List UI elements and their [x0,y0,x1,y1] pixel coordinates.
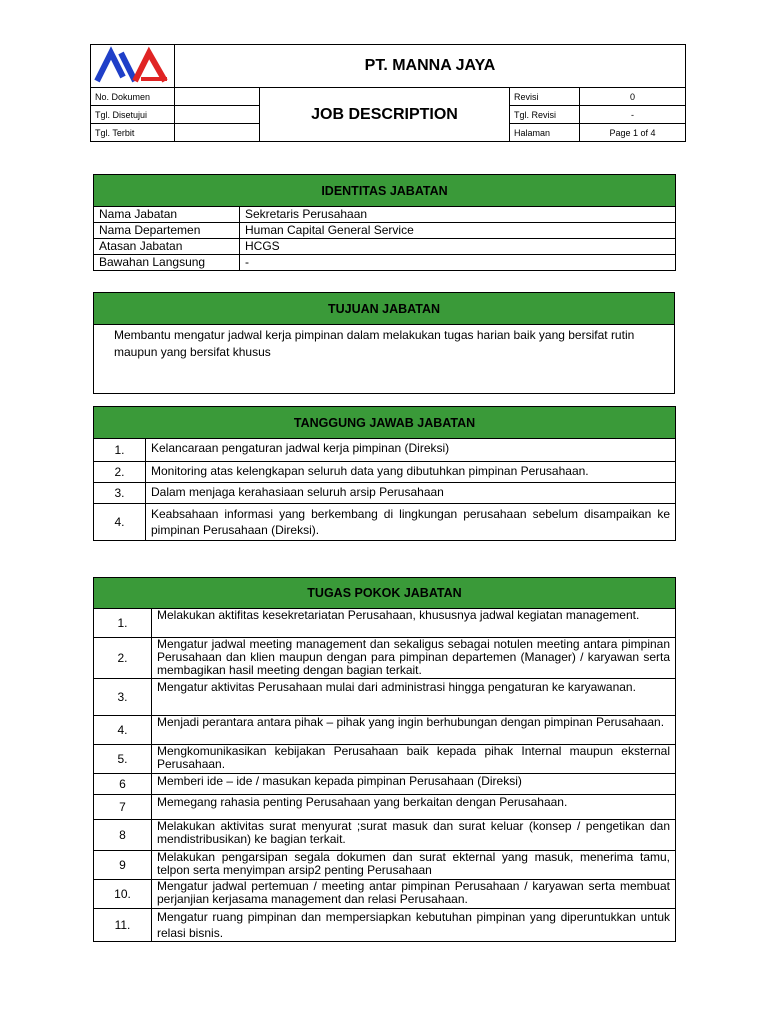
item-text: Mengatur aktivitas Perusahaan mulai dari administrasi hingga pengaturan ke karyawanan. [152,679,676,716]
item-text: Mengatur jadwal meeting management dan sekaligus sebagai notulen meeting antara pimpinan Perusahaan dan klien maupun dengan para pimpinan departemen (Manager) / karyawan serta membagikan hasil meeting dengan bagian terkait. [152,638,676,679]
table-row [94,820,676,851]
table-row [94,609,676,638]
tujuan-jabatan-text: Membantu mengatur jadwal kerja pimpinan dalam melakukan tugas harian baik yang bersifat rutin maupun yang bersifat khusus [94,325,675,394]
item-text: Monitoring atas kelengkapan seluruh data yang dibutuhkan pimpinan Perusahaan. [146,462,676,483]
table-row [94,679,676,716]
atasan-jabatan-label: Atasan Jabatan [94,239,240,255]
table-row [94,638,676,679]
revisi-label: Revisi [510,88,580,106]
document-title: JOB DESCRIPTION [260,88,510,142]
bawahan-langsung-value: - [240,255,676,271]
item-number: 3. [94,679,152,716]
bawahan-langsung-label: Bawahan Langsung [94,255,240,271]
no-dokumen-value [175,88,260,106]
item-number: 3. [94,483,146,504]
revisi-value: 0 [580,88,686,106]
tgl-disetujui-value [175,106,260,124]
table-row [94,745,676,774]
item-text: Melakukan aktifitas kesekretariatan Perusahaan, khususnya jadwal kegiatan management. [152,609,676,638]
item-number: 2. [94,462,146,483]
company-logo-cell [91,45,175,88]
tugas-pokok-table [93,577,676,942]
item-number: 1. [94,609,152,638]
document-header [90,44,686,142]
tugas-pokok-heading: TUGAS POKOK JABATAN [94,578,676,609]
table-row [94,439,676,462]
tanggung-jawab-heading: TANGGUNG JAWAB JABATAN [94,407,676,439]
item-number: 5. [94,745,152,774]
table-row [94,880,676,909]
item-text: Dalam menjaga kerahasiaan seluruh arsip Perusahaan [146,483,676,504]
table-row [94,774,676,795]
nama-jabatan-value: Sekretaris Perusahaan [240,207,676,223]
halaman-label: Halaman [510,124,580,142]
item-text: Kelancaraan pengaturan jadwal kerja pimpinan (Direksi) [146,439,676,462]
company-name: PT. MANNA JAYA [175,45,686,88]
tgl-terbit-value [175,124,260,142]
nama-jabatan-label: Nama Jabatan [94,207,240,223]
item-text: Melakukan aktivitas surat menyurat ;surat masuk dan surat keluar (konsep / pengetikan dan mendistribusikan) ke bagian terkait. [152,820,676,851]
item-text: Memegang rahasia penting Perusahaan yang berkaitan dengan Perusahaan. [152,795,676,820]
item-number: 7 [94,795,152,820]
identitas-jabatan-table [93,174,676,271]
atasan-jabatan-value: HCGS [240,239,676,255]
table-row [94,462,676,483]
table-row [94,716,676,745]
item-text: Mengatur jadwal pertemuan / meeting antar pimpinan Perusahaan / karyawan serta membuat perjanjian kerjasama management dan relasi Perusahaan. [152,880,676,909]
item-number: 2. [94,638,152,679]
tgl-revisi-label: Tgl. Revisi [510,106,580,124]
no-dokumen-label: No. Dokumen [91,88,175,106]
table-row [94,795,676,820]
tujuan-jabatan-heading: TUJUAN JABATAN [94,293,675,325]
item-number: 8 [94,820,152,851]
tgl-revisi-value: - [580,106,686,124]
item-number: 4. [94,504,146,541]
item-number: 10. [94,880,152,909]
item-text: Memberi ide – ide / masukan kepada pimpinan Perusahaan (Direksi) [152,774,676,795]
tgl-terbit-label: Tgl. Terbit [91,124,175,142]
nama-departemen-value: Human Capital General Service [240,223,676,239]
tanggung-jawab-table [93,406,676,541]
item-text: Mengkomunikasikan kebijakan Perusahaan baik kepada pihak Internal maupun eksternal Perusahaan. [152,745,676,774]
tujuan-jabatan-table [93,292,675,394]
item-number: 9 [94,851,152,880]
item-number: 6 [94,774,152,795]
item-text: Melakukan pengarsipan segala dokumen dan surat ekternal yang masuk, menerima tamu, telpon serta menyimpan arsip2 penting Perusahaan [152,851,676,880]
table-row [94,504,676,541]
item-number: 11. [94,909,152,942]
halaman-value: Page 1 of 4 [580,124,686,142]
table-row [94,909,676,942]
identitas-jabatan-heading: IDENTITAS JABATAN [94,175,676,207]
item-number: 1. [94,439,146,462]
nama-departemen-label: Nama Departemen [94,223,240,239]
item-number: 4. [94,716,152,745]
item-text: Menjadi perantara antara pihak – pihak yang ingin berhubungan dengan pimpinan Perusahaan. [152,716,676,745]
tgl-disetujui-label: Tgl. Disetujui [91,106,175,124]
company-logo [91,45,175,85]
table-row [94,483,676,504]
table-row [94,851,676,880]
item-text: Mengatur ruang pimpinan dan mempersiapkan kebutuhan pimpinan yang diperuntukkan untuk relasi bisnis. [152,909,676,942]
item-text: Keabsahaan informasi yang berkembang di lingkungan perusahaan sebelum disampaikan ke pimpinan Perusahaan (Direksi). [146,504,676,541]
